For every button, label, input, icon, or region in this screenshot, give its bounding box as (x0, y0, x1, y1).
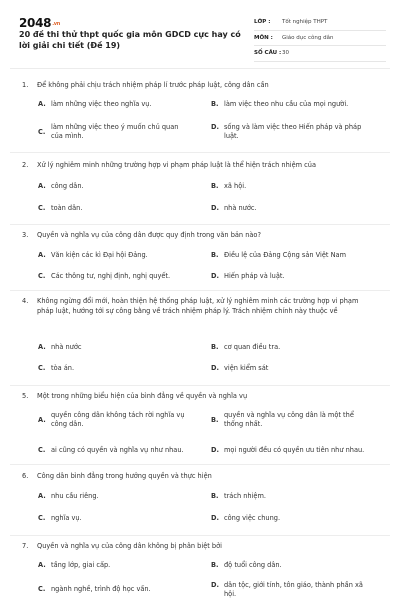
option-d[interactable] (211, 446, 373, 455)
option-a[interactable] (38, 411, 198, 429)
option-c[interactable] (38, 364, 198, 373)
option-text: toàn dân. (51, 204, 83, 212)
option-letter: C. (38, 272, 46, 280)
question-number: 6. (22, 472, 29, 480)
meta-value: 30 (282, 50, 289, 57)
option-b[interactable] (211, 251, 373, 260)
question-divider (10, 464, 390, 465)
question-number: 1. (22, 81, 29, 89)
option-c[interactable] (38, 272, 198, 281)
option-text: quyền công dân không tách rời nghĩa vụ công dân. (51, 411, 185, 429)
option-b[interactable] (211, 100, 373, 109)
option-text: nhu cầu riêng. (51, 492, 99, 500)
meta-value: Tốt nghiệp THPT (282, 19, 328, 26)
option-text: nhà nước (51, 343, 82, 351)
option-d[interactable] (211, 514, 373, 523)
option-letter: D. (211, 123, 219, 131)
option-text: Hiến pháp và luật. (224, 272, 285, 280)
option-letter: A. (38, 182, 46, 190)
question-text: Xử lý nghiêm minh những trường hợp vi phạm pháp luật là thể hiện trách nhiệm của (37, 161, 316, 169)
question-stem (22, 392, 372, 402)
option-text: làm những việc theo ý muốn chủ quan của mình. (51, 123, 179, 141)
question-stem (22, 231, 372, 241)
option-b[interactable] (211, 182, 373, 191)
option-letter: C. (38, 446, 46, 454)
meta-value: Giáo dục công dân (282, 34, 334, 41)
option-a[interactable] (38, 343, 198, 352)
header-divider (10, 68, 390, 69)
question-stem (22, 472, 372, 482)
question-text: Không ngừng đổi mới, hoàn thiện hệ thống pháp luật, xử lý nghiêm minh các trường hợp vi phạm pháp luật, hướng tới sự công bằng về trách nhiệm pháp lý. Trách nhiệm chính này thuộc về (37, 297, 359, 315)
option-text: quyền và nghĩa vụ công dân là một thể thống nhất. (224, 411, 354, 429)
question-stem (22, 81, 372, 91)
question-stem (22, 542, 372, 552)
option-c[interactable] (38, 204, 198, 213)
option-letter: B. (211, 343, 219, 351)
option-text: công dân. (51, 182, 84, 190)
option-c[interactable] (38, 585, 198, 594)
question-stem (22, 161, 372, 171)
option-letter: D. (211, 514, 219, 522)
meta-row-subject (254, 31, 386, 47)
question-number: 2. (22, 161, 29, 169)
question-text: Một trong những biểu hiện của bình đẳng về quyền và nghĩa vụ (37, 392, 248, 400)
option-a[interactable] (38, 100, 198, 109)
option-letter: B. (211, 182, 219, 190)
option-text: viện kiểm sát (224, 364, 269, 372)
option-letter: B. (211, 492, 219, 500)
question-number: 5. (22, 392, 29, 400)
option-text: ngành nghề, trình độ học vấn. (51, 585, 151, 593)
question-text: Công dân bình đẳng trong hưởng quyền và thực hiện (37, 472, 212, 480)
meta-label: LỚP : (254, 19, 271, 26)
option-letter: B. (211, 100, 219, 108)
option-letter: A. (38, 561, 46, 569)
option-letter: A. (38, 415, 46, 424)
question-divider (10, 535, 390, 536)
question-divider (10, 152, 390, 153)
document-header (0, 0, 400, 64)
site-logo[interactable] (19, 16, 60, 30)
option-letter: A. (38, 492, 46, 500)
question-text: Quyền và nghĩa vụ của công dân được quy định trong văn bản nào? (37, 231, 261, 239)
option-letter: D. (211, 446, 219, 454)
question-divider (10, 290, 390, 291)
option-d[interactable] (211, 123, 373, 141)
option-text: làm những việc theo nghĩa vụ. (51, 100, 152, 108)
option-letter: B. (211, 415, 219, 424)
question-number: 7. (22, 542, 29, 550)
option-a[interactable] (38, 182, 198, 191)
option-b[interactable] (211, 343, 373, 352)
option-letter: B. (211, 251, 219, 259)
meta-label: MÔN : (254, 34, 273, 41)
question-number: 3. (22, 231, 29, 239)
option-text: tầng lớp, giai cấp. (51, 561, 111, 569)
option-letter: D. (211, 204, 219, 212)
option-c[interactable] (38, 123, 198, 141)
option-letter: C. (38, 514, 46, 522)
option-text: làm việc theo nhu cầu của mọi người. (224, 100, 349, 108)
option-b[interactable] (211, 411, 373, 429)
option-letter: D. (211, 581, 219, 589)
option-text: sống và làm việc theo Hiến pháp và pháp luật. (224, 123, 362, 141)
option-b[interactable] (211, 492, 373, 501)
option-letter: B. (211, 561, 219, 569)
meta-label: SỐ CÂU : (254, 50, 282, 57)
meta-row-class (254, 15, 386, 31)
option-text: dân tộc, giới tính, tôn giáo, thành phần xã hội. (224, 581, 363, 599)
option-text: Văn kiện các kì Đại hội Đảng. (51, 251, 148, 259)
option-letter: C. (38, 364, 46, 372)
question-text: Để không phải chịu trách nhiệm pháp lí trước pháp luật, công dân cần (37, 81, 269, 89)
question-stem (22, 297, 372, 316)
question-divider (10, 385, 390, 386)
option-letter: A. (38, 251, 46, 259)
option-letter: C. (38, 585, 46, 593)
question-text: Quyền và nghĩa vụ của công dân không bị phân biệt bởi (37, 542, 222, 550)
option-d[interactable] (211, 272, 373, 281)
option-letter: A. (38, 343, 46, 351)
option-letter: D. (211, 364, 219, 372)
option-letter: C. (38, 204, 46, 212)
option-a[interactable] (38, 561, 198, 570)
option-letter: D. (211, 272, 219, 280)
question-divider (10, 224, 390, 225)
option-text: cơ quan điều tra. (224, 343, 281, 351)
logo-suffix: .vn (52, 21, 61, 27)
option-b[interactable] (211, 561, 373, 570)
question-number: 4. (22, 297, 29, 305)
meta-table (254, 15, 386, 62)
option-text: mọi người đều có quyền ưu tiên như nhau. (224, 446, 365, 454)
option-a[interactable] (38, 492, 198, 501)
option-c[interactable] (38, 514, 198, 523)
option-text: nghĩa vụ. (51, 514, 82, 522)
option-letter: A. (38, 100, 46, 108)
option-text: ai cũng có quyền và nghĩa vụ như nhau. (51, 446, 184, 454)
option-text: tòa án. (51, 364, 75, 372)
logo-main: 2048 (19, 16, 52, 30)
option-text: Các thông tư, nghị định, nghị quyết. (51, 272, 171, 280)
option-text: độ tuổi công dân. (224, 561, 282, 569)
option-text: Điều lệ của Đảng Cộng sản Việt Nam (224, 251, 346, 259)
option-text: xã hội. (224, 182, 247, 190)
option-d[interactable] (211, 204, 373, 213)
option-text: nhà nước. (224, 204, 257, 212)
option-c[interactable] (38, 446, 198, 455)
document-title: 20 đề thi thử thpt quốc gia môn GDCD cực hay có lời giải chi tiết (Đề 19) (19, 30, 241, 50)
option-a[interactable] (38, 251, 198, 260)
option-text: công việc chung. (224, 514, 281, 522)
option-text: trách nhiệm. (224, 492, 267, 500)
option-d[interactable] (211, 581, 373, 599)
option-letter: C. (38, 127, 46, 136)
option-d[interactable] (211, 364, 373, 373)
meta-row-count (254, 46, 386, 62)
